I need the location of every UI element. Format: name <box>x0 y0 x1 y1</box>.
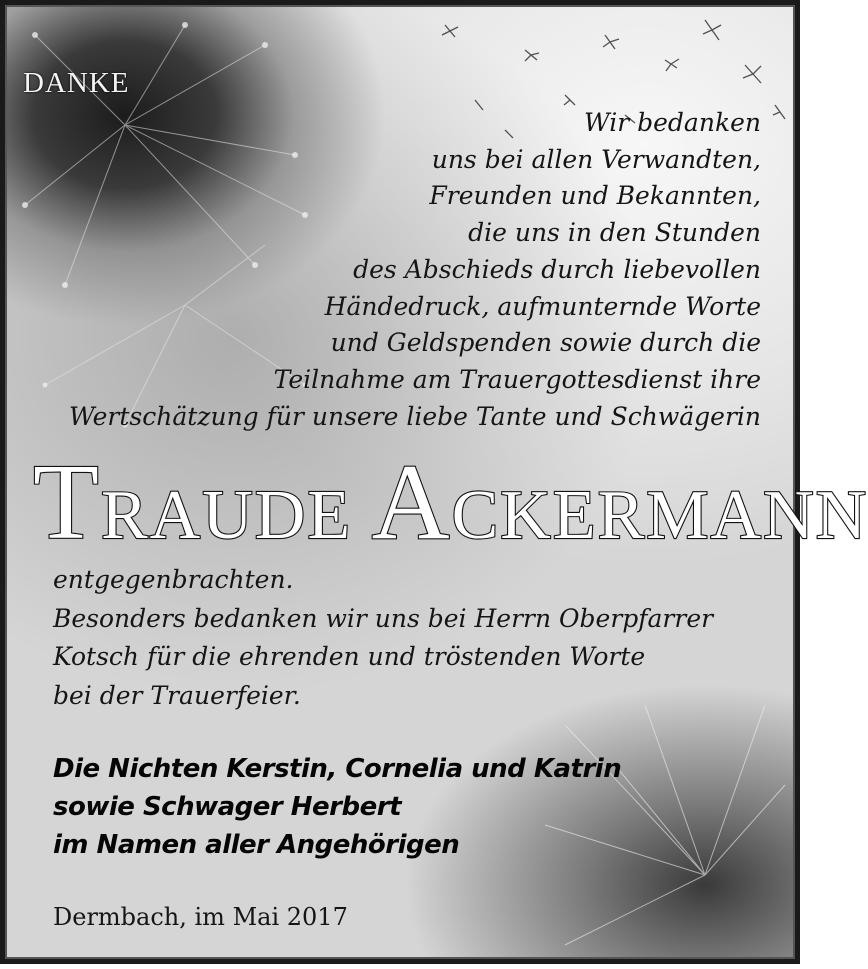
body-line: bei der Trauerfeier. <box>53 681 301 711</box>
thanks-heading: DANKE <box>23 67 130 99</box>
intro-line: und Geldspenden sowie durch die <box>330 328 761 358</box>
last-name-rest: CKERMANN <box>451 477 868 554</box>
deceased-name <box>33 441 868 565</box>
body-line: entgegenbrachten. <box>53 565 294 594</box>
last-name-initial: A <box>371 443 452 562</box>
body-line: Kotsch für die ehrenden und tröstenden Worte <box>53 642 646 672</box>
signature-line: Die Nichten Kerstin, Cornelia und Katrin <box>53 754 622 784</box>
body-line: Besonders bedanken wir uns bei Herrn Oberpfarrer <box>53 603 714 633</box>
intro-line: Teilnahme am Trauergottesdienst ihre <box>273 364 761 394</box>
intro-line: des Abschieds durch liebevollen <box>353 254 761 284</box>
intro-line: Händedruck, aufmunternde Worte <box>324 291 761 321</box>
intro-line: uns bei allen Verwandten, <box>431 144 761 174</box>
intro-line: die uns in den Stunden <box>468 218 761 248</box>
signature-line: sowie Schwager Herbert <box>53 792 401 822</box>
intro-line: Wir bedanken <box>583 108 761 137</box>
intro-text <box>41 105 761 435</box>
thanks-body <box>53 561 753 716</box>
signature-block <box>53 750 753 864</box>
first-name-initial: T <box>33 443 101 562</box>
intro-line: Freunden und Bekannten, <box>429 181 761 211</box>
first-name-rest: RAUDE <box>100 477 353 554</box>
place-and-date: Dermbach, im Mai 2017 <box>53 903 348 931</box>
intro-line: Wertschätzung für unsere liebe Tante und Schwägerin <box>68 401 761 431</box>
signature-line: im Namen aller Angehörigen <box>53 830 460 860</box>
